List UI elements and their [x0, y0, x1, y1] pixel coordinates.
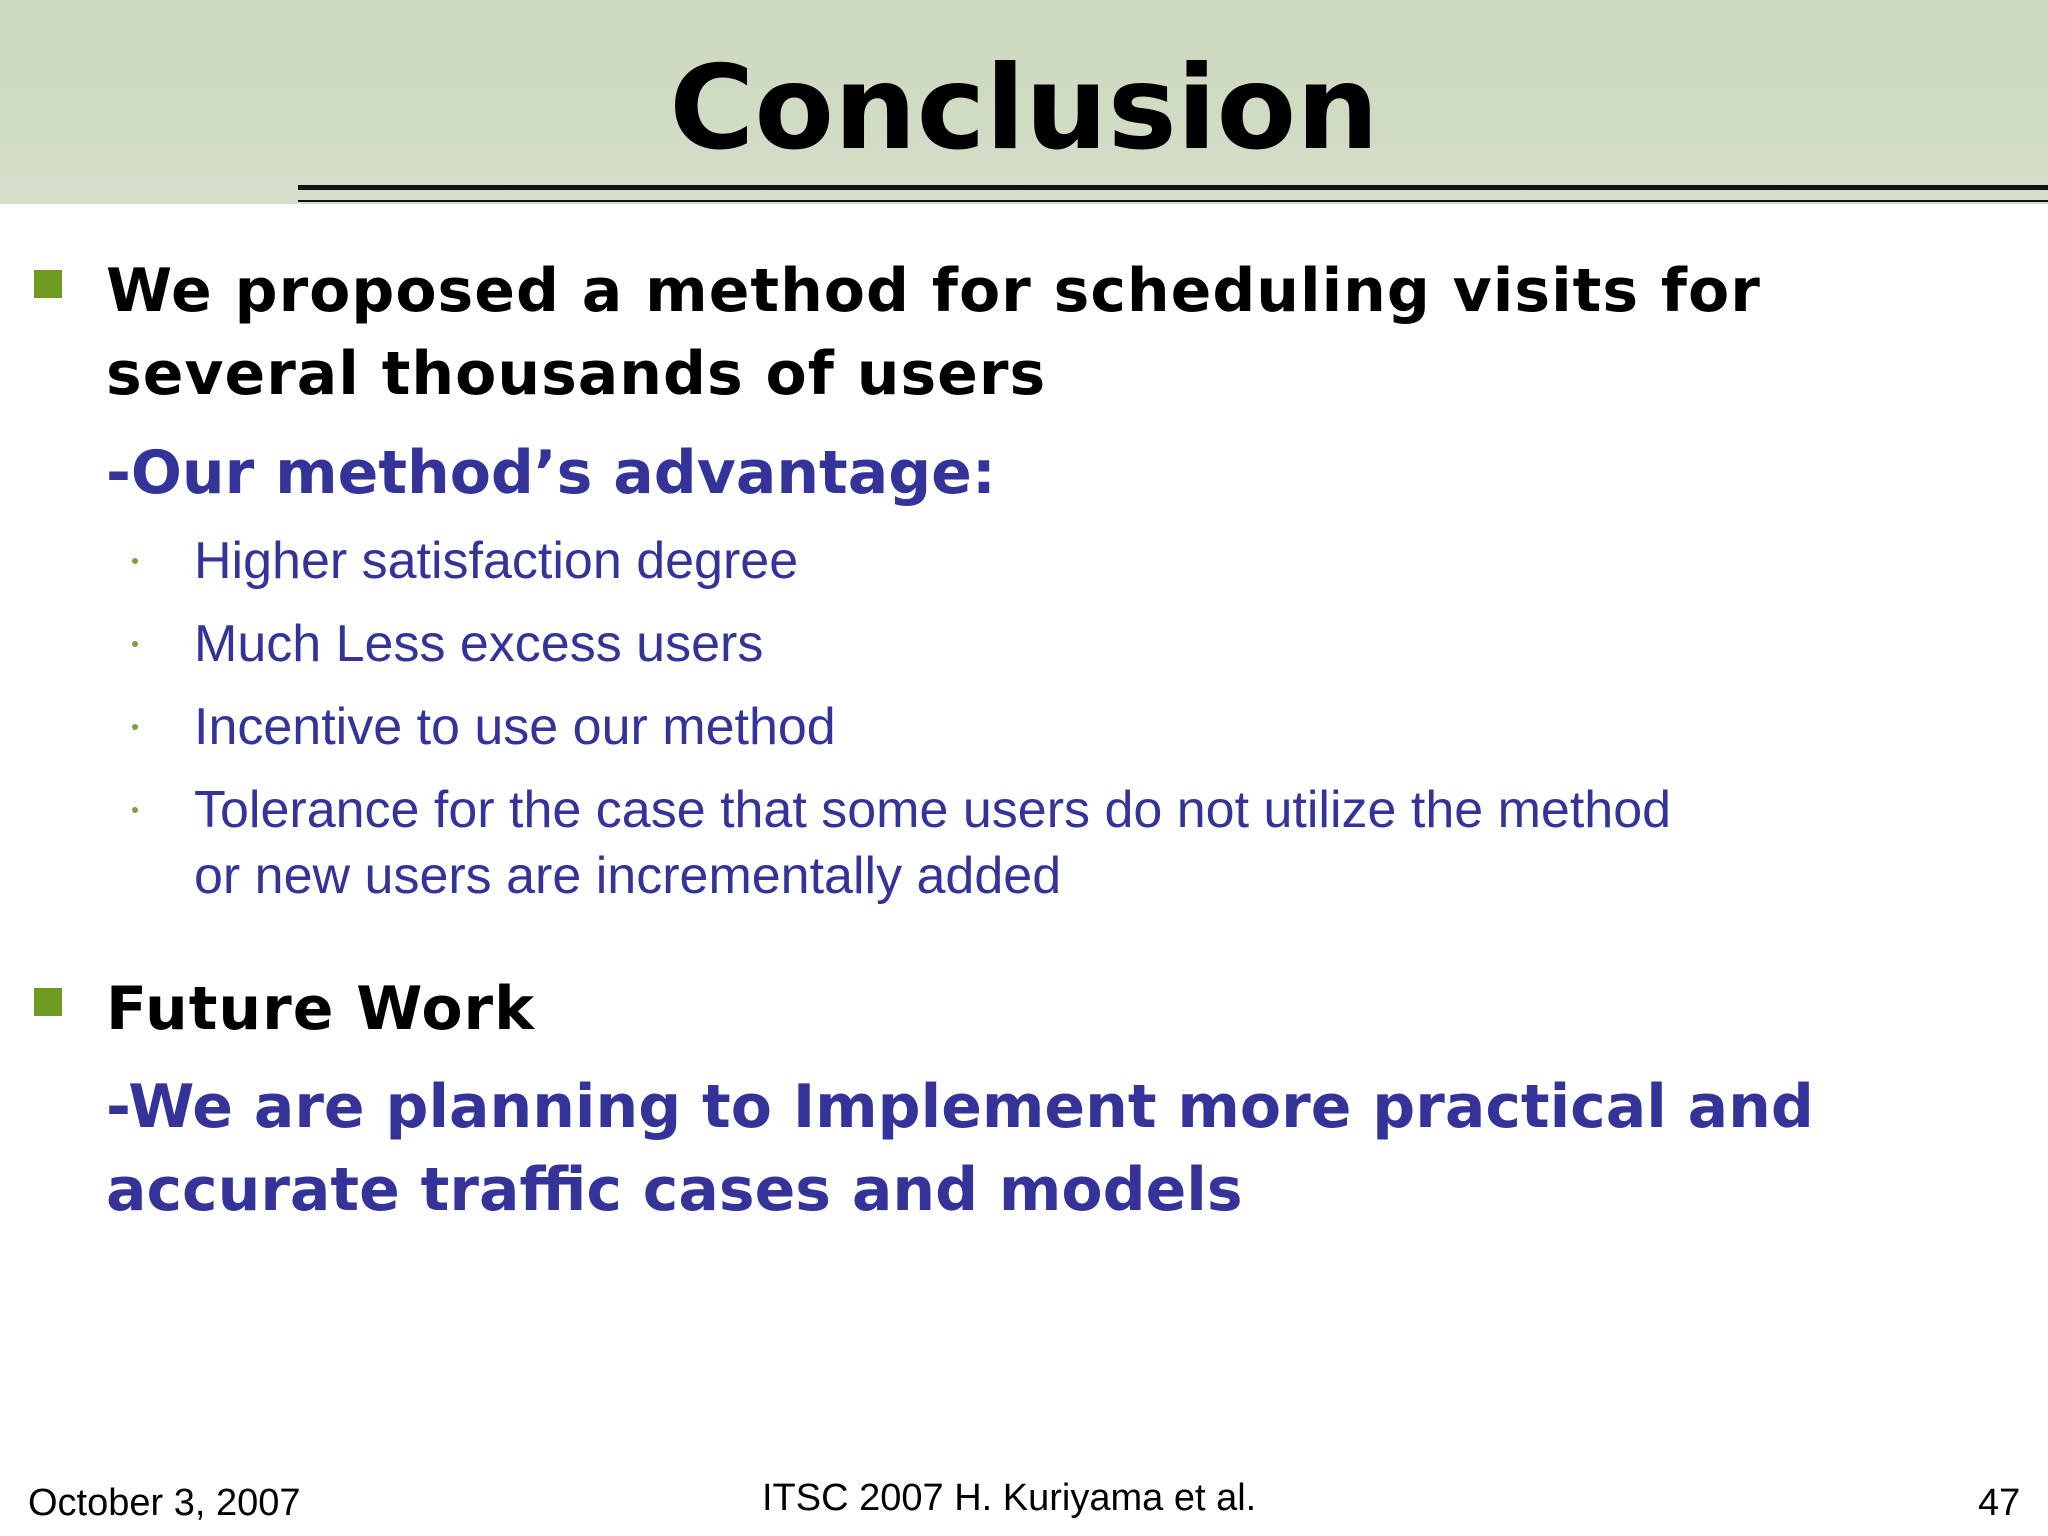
dot-bullet-icon: [132, 807, 138, 813]
footer-page-number: 47: [1978, 1482, 2021, 1524]
footer-date: October 3, 2007: [28, 1482, 301, 1524]
future-work-detail-line: accurate traffic cases and models: [106, 1155, 1243, 1225]
dot-bullet-icon: [132, 724, 138, 730]
section-heading-line: We proposed a method for scheduling visits for: [106, 256, 1761, 326]
square-bullet-icon: [34, 270, 62, 298]
dot-bullet-icon: [132, 558, 138, 564]
advantage-item: Incentive to use our method: [194, 698, 836, 756]
section-heading-line: several thousands of users: [106, 339, 1047, 409]
future-work-detail-line: -We are planning to Implement more practical and: [106, 1072, 1814, 1142]
square-bullet-icon: [34, 988, 62, 1016]
future-work-heading: Future Work: [106, 974, 536, 1044]
slide-title: Conclusion: [669, 41, 1379, 176]
advantage-item: Higher satisfaction degree: [194, 532, 799, 590]
advantage-item: Tolerance for the case that some users do not utilize the method: [194, 781, 1672, 839]
title-rule-thick: [298, 185, 2048, 190]
advantage-item-continuation: or new users are incrementally added: [194, 847, 1062, 905]
footer-citation: ITSC 2007 H. Kuriyama et al.: [762, 1477, 1257, 1519]
dot-bullet-icon: [132, 641, 138, 647]
advantage-subheading: -Our method’s advantage:: [106, 438, 996, 508]
title-rule-thin: [298, 200, 2048, 202]
advantage-item: Much Less excess users: [194, 615, 764, 673]
